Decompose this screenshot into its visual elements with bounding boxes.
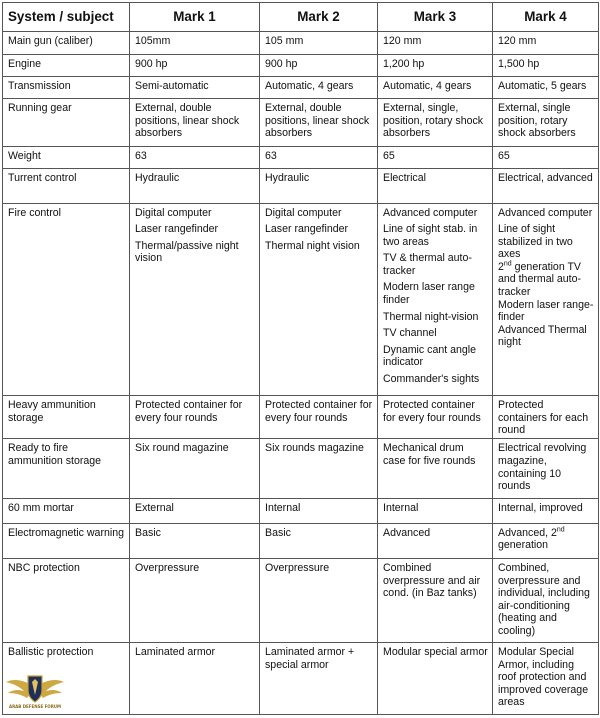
cell-mark-4: Automatic, 5 gears (493, 76, 599, 98)
cell-mark-4: Electrical, advanced (493, 169, 599, 203)
list-item: Laser rangefinder (135, 223, 219, 236)
table-row (3, 439, 599, 499)
cell-mark-3 (378, 203, 493, 395)
spec-table (2, 2, 599, 715)
header-row (3, 3, 599, 32)
cell-mark-3: Modular special armor (378, 643, 493, 715)
row-label: Ready to fire ammunition storage (3, 439, 130, 499)
table-row (3, 643, 599, 715)
forum-logo (4, 668, 66, 714)
list-item: Commander's sights (383, 373, 480, 386)
cell-mark-1: Laminated armor (130, 643, 260, 715)
row-label: NBC protection (3, 558, 130, 642)
list-item: Advanced computer (383, 206, 478, 219)
cell-mark-2: Basic (260, 523, 378, 558)
list-item: Digital computer (135, 206, 212, 219)
cell-mark-3: 65 (378, 146, 493, 168)
cell-mark-4: Combined, overpressure and individual, including air-conditioning (heating and cooling) (493, 558, 599, 642)
cell-mark-1: External (130, 499, 260, 523)
cell-mark-4: 1,500 hp (493, 54, 599, 76)
cell-mark-1: Basic (130, 523, 260, 558)
cell-mark-4: Protected containers for each round (493, 395, 599, 439)
list-item: TV channel (383, 327, 437, 340)
cell-mark-2: External, double positions, linear shock absorbers (260, 99, 378, 147)
cell-mark-4: 120 mm (493, 32, 599, 54)
header-subject: System / subject (3, 3, 130, 32)
list-item: Laser rangefinder (265, 223, 349, 236)
list-item: Advanced computer (498, 206, 593, 219)
list-item: Thermal night vision (265, 239, 360, 252)
cell-mark-2: Internal (260, 499, 378, 523)
list-item: Line of sight stabilized in two axes (498, 223, 573, 261)
list-item: Modern laser range finder (383, 281, 475, 307)
cell-mark-3: Protected container for every four rounds (378, 395, 493, 439)
cell-mark-4: Internal, improved (493, 499, 599, 523)
table-row (3, 558, 599, 642)
table-row (3, 54, 599, 76)
table-row (3, 76, 599, 98)
cell-mark-2: Overpressure (260, 558, 378, 642)
row-label: Electromagnetic warning (3, 523, 130, 558)
table-row (3, 99, 599, 147)
cell-mark-3: Mechanical drum case for five rounds (378, 439, 493, 499)
cell-mark-2 (260, 203, 378, 395)
table-row (3, 499, 599, 523)
header-mark-2: Mark 2 (260, 3, 378, 32)
row-label: 60 mm mortar (3, 499, 130, 523)
cell-mark-3: Combined overpressure and air cond. (in Baz tanks) (378, 558, 493, 642)
table-row (3, 169, 599, 203)
list-item: TV & thermal auto-tracker (383, 252, 472, 277)
cell-mark-1 (130, 203, 260, 395)
cell-mark-1: 63 (130, 146, 260, 168)
cell-mark-1: 105mm (130, 32, 260, 54)
cell-mark-3: 1,200 hp (378, 54, 493, 76)
cell-mark-1: 900 hp (130, 54, 260, 76)
list-item: Advanced Thermal night (498, 323, 587, 349)
list-item: Dynamic cant angle indicator (383, 343, 477, 369)
cell-mark-3: Internal (378, 499, 493, 523)
row-label: Heavy ammunition storage (3, 395, 130, 439)
cell-mark-1: Hydraulic (130, 169, 260, 203)
logo-text: ARAB DEFENSE FORUM (8, 704, 62, 709)
cell-mark-4: Modular Special Armor, including roof protection and improved coverage areas (493, 643, 599, 715)
cell-mark-3: Advanced (378, 523, 493, 558)
table-row (3, 395, 599, 439)
cell-mark-3: Automatic, 4 gears (378, 76, 493, 98)
cell-mark-2: Six rounds magazine (260, 439, 378, 499)
row-label: Weight (3, 146, 130, 168)
cell-mark-1: Semi-automatic (130, 76, 260, 98)
winged-shield-icon (4, 668, 66, 706)
list-item: 2nd generation TV and thermal auto-tracker (498, 260, 582, 299)
cell-mark-1: Six round magazine (130, 439, 260, 499)
row-label: Fire control (3, 203, 130, 395)
cell-mark-2: Automatic, 4 gears (260, 76, 378, 98)
row-label: Turrent control (3, 169, 130, 203)
header-mark-1: Mark 1 (130, 3, 260, 32)
list-item: Thermal/passive night vision (135, 239, 239, 265)
cell-mark-1: Overpressure (130, 558, 260, 642)
list-item: Modern laser range-finder (498, 298, 594, 324)
row-label: Engine (3, 54, 130, 76)
cell-mark-3: 120 mm (378, 32, 493, 54)
cell-mark-4: 65 (493, 146, 599, 168)
table-row (3, 146, 599, 168)
cell-mark-3: Electrical (378, 169, 493, 203)
cell-mark-2: Laminated armor + special armor (260, 643, 378, 715)
row-label: Main gun (caliber) (3, 32, 130, 54)
cell-mark-1: Protected container for every four rounds (130, 395, 260, 439)
list-item: Digital computer (265, 206, 342, 219)
list-item: Line of sight stab. in two areas (383, 223, 478, 248)
table-row (3, 523, 599, 558)
table-row (3, 32, 599, 54)
cell-mark-3: External, single, position, rotary shock absorbers (378, 99, 493, 147)
row-label: Running gear (3, 99, 130, 147)
row-label: Transmission (3, 76, 130, 98)
cell-mark-1: External, double positions, linear shock absorbers (130, 99, 260, 147)
header-mark-3: Mark 3 (378, 3, 493, 32)
table-row (3, 203, 599, 395)
cell-mark-2: 105 mm (260, 32, 378, 54)
cell-mark-4: Advanced, 2nd generation (493, 523, 599, 558)
cell-mark-2: 63 (260, 146, 378, 168)
header-mark-4: Mark 4 (493, 3, 599, 32)
cell-mark-4: External, single position, rotary shock absorbers (493, 99, 599, 147)
cell-mark-4 (493, 203, 599, 395)
row-label: Ballistic protection (3, 643, 130, 715)
cell-mark-2: Protected container for every four rounds (260, 395, 378, 439)
cell-mark-4: Electrical revolving magazine, containing 10 rounds (493, 439, 599, 499)
list-item: Thermal night-vision (383, 310, 479, 323)
cell-mark-2: 900 hp (260, 54, 378, 76)
cell-mark-2: Hydraulic (260, 169, 378, 203)
